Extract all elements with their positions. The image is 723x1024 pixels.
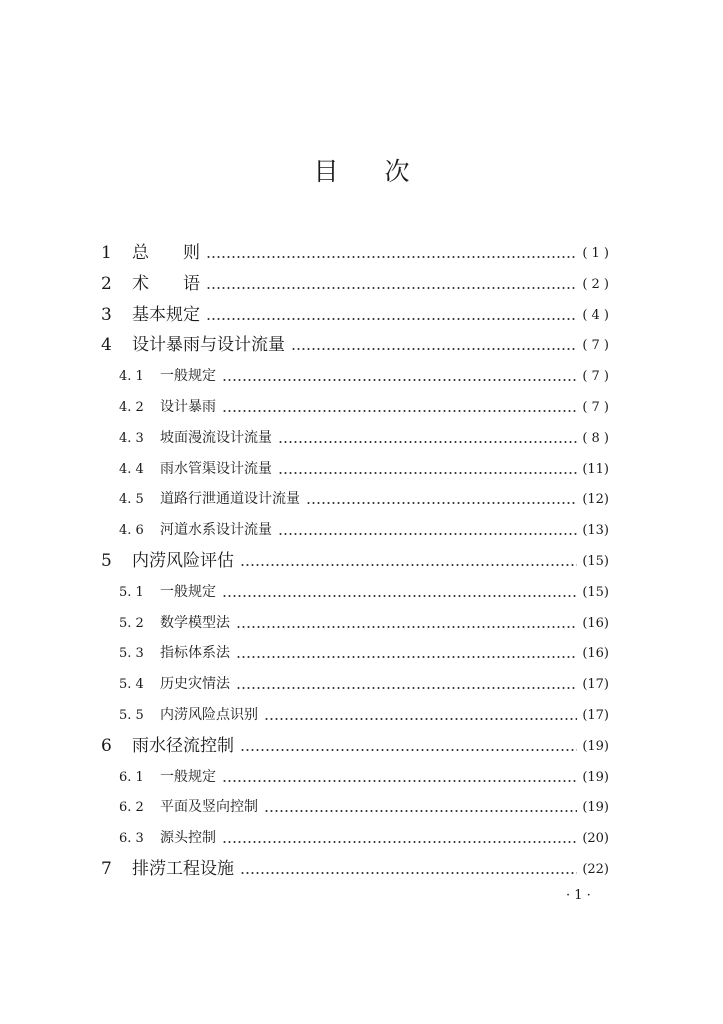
toc-entry-page: (17) [582, 708, 609, 723]
toc-entry-number: 4 [101, 335, 112, 356]
toc-entry [0, 300, 723, 331]
toc-entry-page: (17) [582, 677, 609, 693]
toc-entry-page: (12) [582, 492, 609, 508]
toc-entry-title: 基本规定 [132, 304, 200, 325]
toc-entry-page: (11) [582, 461, 609, 477]
toc-entry-number: 4. 5 [119, 492, 144, 508]
toc-entry-number: 5. 2 [119, 615, 144, 631]
toc-entry-page: (15) [582, 584, 609, 600]
toc-entry [0, 577, 723, 608]
toc-entry-title: 总 则 [132, 243, 200, 263]
toc-entry-number: 4. 3 [119, 430, 144, 446]
toc-entry-title: 雨水管渠设计流量 [160, 460, 272, 477]
toc-title-char-2: 次 [384, 157, 410, 186]
toc-entry-title: 数学模型法 [160, 614, 230, 631]
toc-title-char-1: 目 [313, 157, 339, 186]
toc-entry [0, 823, 723, 854]
toc-leader-dots [206, 287, 577, 289]
toc-entry-page: ( 7 ) [582, 400, 609, 415]
toc-leader-dots [278, 472, 577, 474]
toc-entry-page: (19) [582, 800, 609, 816]
toc-entry-page: (20) [582, 831, 609, 847]
toc-entry [0, 515, 723, 546]
toc-entry-title: 一般规定 [160, 368, 216, 385]
toc-entry [0, 361, 723, 392]
toc-entry-title: 指标体系法 [160, 645, 230, 662]
toc-entry [0, 392, 723, 423]
toc-entry-title: 一般规定 [160, 768, 216, 785]
toc-leader-dots [222, 841, 577, 843]
toc-entry-number: 6 [101, 735, 112, 756]
toc-entry [0, 731, 723, 762]
toc-entry-page: ( 7 ) [582, 369, 609, 385]
toc-entry-page: (16) [582, 615, 609, 631]
toc-leader-dots [240, 872, 577, 874]
toc-leader-dots [222, 780, 577, 782]
toc-entry-title: 道路行泄通道设计流量 [160, 491, 300, 508]
toc-entry-title: 内涝风险评估 [132, 551, 234, 571]
toc-entry-number: 4. 4 [119, 461, 144, 477]
toc-entry-page: ( 2 ) [582, 276, 609, 292]
toc-entry-page: ( 4 ) [582, 307, 609, 323]
toc-entry [0, 484, 723, 515]
toc-entry [0, 238, 723, 269]
toc-entry-number: 5. 3 [119, 646, 144, 662]
toc-entry-title: 内涝风险点识别 [160, 707, 258, 723]
page-number: · 1 · [566, 888, 591, 903]
toc-entry-title: 排涝工程设施 [132, 859, 234, 879]
toc-leader-dots [222, 379, 577, 381]
toc-entry-title: 河道水系设计流量 [160, 522, 272, 539]
toc-entry-title: 平面及竖向控制 [160, 799, 258, 816]
toc-entry-page: ( 1 ) [582, 246, 609, 261]
toc-entry-number: 3 [101, 304, 112, 325]
toc-entry-page: ( 8 ) [582, 430, 609, 446]
toc-entry-title: 设计暴雨 [160, 399, 216, 415]
toc-entry-page: (13) [582, 523, 609, 539]
toc-leader-dots [222, 595, 577, 597]
toc-entry [0, 638, 723, 669]
toc-entry [0, 423, 723, 454]
toc-entry-title: 雨水径流控制 [132, 735, 234, 756]
toc-entry-page: (16) [582, 646, 609, 662]
toc-entry-page: (15) [582, 554, 609, 569]
toc-leader-dots [206, 256, 577, 258]
toc-entry-page: (19) [582, 738, 609, 754]
toc-entry [0, 269, 723, 300]
toc-entry-number: 5. 4 [119, 677, 144, 693]
toc-entry-title: 历史灾情法 [160, 676, 230, 693]
toc-entry [0, 608, 723, 639]
toc-leader-dots [264, 810, 577, 812]
toc-entry-number: 6. 1 [119, 769, 144, 785]
toc-entry [0, 700, 723, 731]
toc-entry [0, 669, 723, 700]
toc-entry-number: 2 [101, 273, 112, 294]
toc-leader-dots [264, 718, 577, 720]
toc-entry-number: 6. 2 [119, 800, 144, 816]
toc-title [0, 152, 723, 188]
toc-leader-dots [278, 533, 577, 535]
toc-entry-number: 1 [101, 243, 112, 263]
toc-entry [0, 454, 723, 485]
toc-leader-dots [306, 502, 577, 504]
toc-leader-dots [236, 656, 577, 658]
toc-leader-dots [236, 626, 577, 628]
toc-entry-title: 设计暴雨与设计流量 [132, 335, 285, 356]
toc-entry-title: 源头控制 [160, 830, 216, 847]
toc-leader-dots [240, 564, 577, 566]
toc-leader-dots [291, 348, 577, 350]
toc-entry-title: 术 语 [132, 273, 200, 294]
toc-entry-title: 一般规定 [160, 583, 216, 600]
toc-entry [0, 762, 723, 793]
toc-entry [0, 854, 723, 885]
toc-leader-dots [236, 687, 577, 689]
toc-leader-dots [278, 441, 577, 443]
toc-entry [0, 330, 723, 361]
toc-entry-number: 5. 1 [119, 584, 144, 600]
toc-entry-number: 5. 5 [119, 708, 144, 723]
toc-entry-page: ( 7 ) [582, 338, 609, 354]
toc-entry-number: 4. 1 [119, 369, 144, 385]
toc-entry-number: 7 [101, 859, 112, 879]
toc-entry [0, 792, 723, 823]
toc-leader-dots [222, 410, 577, 412]
toc-entry-title: 坡面漫流设计流量 [160, 429, 272, 446]
toc-entry-number: 5 [101, 551, 112, 571]
toc-leader-dots [240, 749, 577, 751]
toc-leader-dots [206, 318, 577, 320]
toc-entry-number: 4. 2 [119, 400, 144, 415]
toc-entry-number: 4. 6 [119, 523, 144, 539]
toc-entry-page: (22) [582, 862, 609, 877]
toc-entry-page: (19) [582, 769, 609, 785]
toc-entry-number: 6. 3 [119, 831, 144, 847]
toc-entry [0, 546, 723, 577]
